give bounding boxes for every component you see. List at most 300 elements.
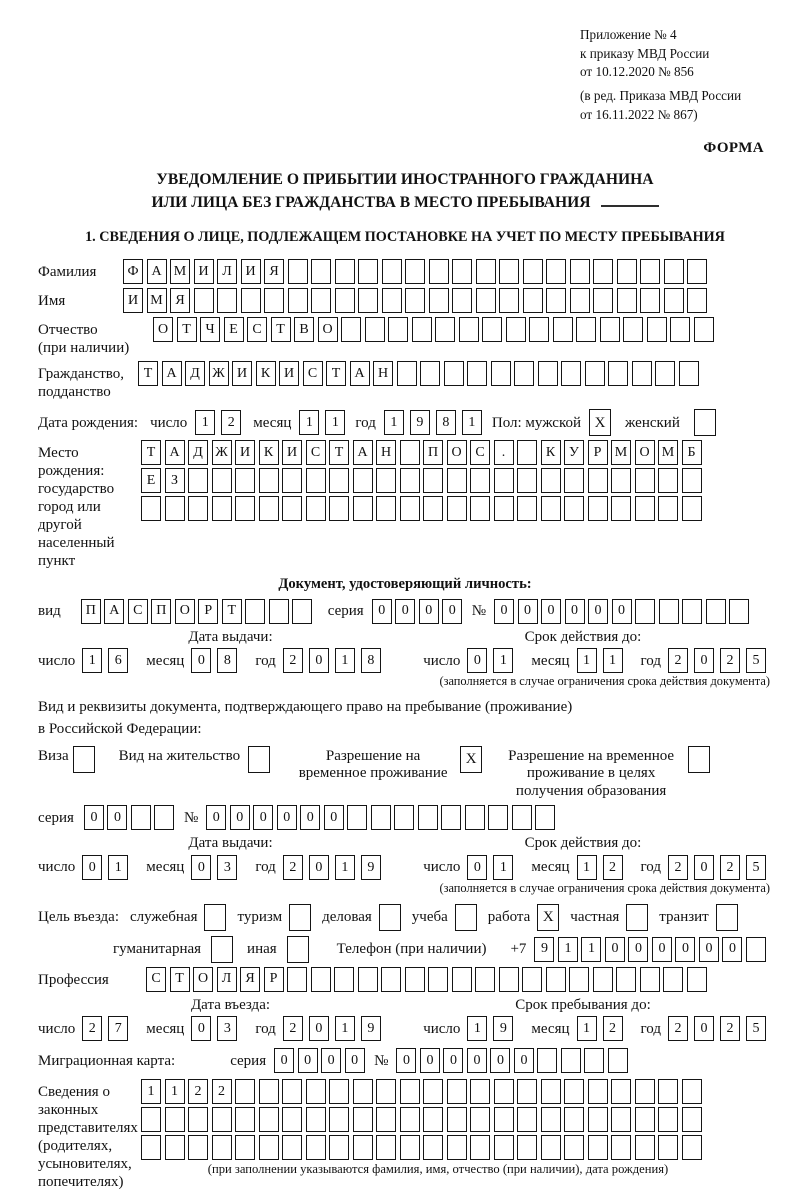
char-cell[interactable]: 0 (309, 1016, 329, 1041)
char-cell[interactable] (376, 1107, 396, 1132)
char-cell[interactable] (588, 468, 608, 493)
char-cell[interactable] (353, 1107, 373, 1132)
char-cell[interactable] (194, 288, 214, 313)
char-cell[interactable] (311, 967, 331, 992)
char-cell[interactable]: С (128, 599, 148, 624)
char-cell[interactable] (212, 468, 232, 493)
char-cell[interactable] (400, 468, 420, 493)
char-cell[interactable] (541, 496, 561, 521)
char-cell[interactable]: 0 (84, 805, 104, 830)
char-cell[interactable] (476, 288, 496, 313)
char-cell[interactable]: 3 (217, 855, 237, 880)
char-cell[interactable] (523, 259, 543, 284)
char-cell[interactable] (529, 317, 549, 342)
char-cell[interactable] (131, 805, 151, 830)
char-cell[interactable]: О (447, 440, 467, 465)
char-cell[interactable]: 0 (191, 855, 211, 880)
char-cell[interactable] (154, 805, 174, 830)
char-cell[interactable] (494, 496, 514, 521)
char-cell[interactable] (371, 805, 391, 830)
purpose-work-checkbox[interactable]: X (537, 904, 559, 931)
char-cell[interactable]: 0 (372, 599, 392, 624)
char-cell[interactable] (165, 1107, 185, 1132)
char-cell[interactable] (635, 1079, 655, 1104)
char-cell[interactable]: 2 (720, 1016, 740, 1041)
char-cell[interactable]: 8 (217, 648, 237, 673)
char-cell[interactable]: Я (264, 259, 284, 284)
char-cell[interactable] (405, 288, 425, 313)
option-visa-checkbox[interactable] (73, 746, 95, 773)
char-cell[interactable] (423, 1135, 443, 1160)
char-cell[interactable]: О (153, 317, 173, 342)
char-cell[interactable] (475, 967, 495, 992)
char-cell[interactable] (746, 937, 766, 962)
char-cell[interactable] (506, 317, 526, 342)
char-cell[interactable]: 0 (345, 1048, 365, 1073)
char-cell[interactable] (541, 1107, 561, 1132)
char-cell[interactable]: 0 (514, 1048, 534, 1073)
char-cell[interactable] (447, 496, 467, 521)
char-cell[interactable] (329, 1107, 349, 1132)
char-cell[interactable] (564, 1079, 584, 1104)
char-cell[interactable] (365, 317, 385, 342)
char-cell[interactable] (682, 1079, 702, 1104)
char-cell[interactable] (611, 496, 631, 521)
char-cell[interactable]: 0 (300, 805, 320, 830)
char-cell[interactable] (663, 967, 683, 992)
char-cell[interactable] (212, 1135, 232, 1160)
char-cell[interactable] (611, 468, 631, 493)
char-cell[interactable] (188, 1135, 208, 1160)
char-cell[interactable] (499, 288, 519, 313)
char-cell[interactable]: 0 (309, 855, 329, 880)
char-cell[interactable]: Е (224, 317, 244, 342)
char-cell[interactable]: 0 (612, 599, 632, 624)
char-cell[interactable]: 0 (722, 937, 742, 962)
char-cell[interactable]: К (256, 361, 276, 386)
char-cell[interactable] (423, 1079, 443, 1104)
char-cell[interactable] (687, 288, 707, 313)
char-cell[interactable] (517, 496, 537, 521)
char-cell[interactable]: А (147, 259, 167, 284)
char-cell[interactable]: В (294, 317, 314, 342)
char-cell[interactable] (388, 317, 408, 342)
char-cell[interactable] (494, 468, 514, 493)
char-cell[interactable] (382, 259, 402, 284)
char-cell[interactable]: Ж (209, 361, 229, 386)
char-cell[interactable] (382, 288, 402, 313)
purpose-humanitarian-checkbox[interactable] (211, 936, 233, 963)
char-cell[interactable] (311, 288, 331, 313)
char-cell[interactable]: Т (138, 361, 158, 386)
char-cell[interactable] (447, 1135, 467, 1160)
char-cell[interactable] (617, 259, 637, 284)
char-cell[interactable]: 6 (108, 648, 128, 673)
char-cell[interactable]: Я (170, 288, 190, 313)
char-cell[interactable]: 0 (442, 599, 462, 624)
char-cell[interactable] (687, 259, 707, 284)
char-cell[interactable]: 0 (694, 1016, 714, 1041)
char-cell[interactable] (452, 259, 472, 284)
char-cell[interactable]: 0 (443, 1048, 463, 1073)
char-cell[interactable] (341, 317, 361, 342)
char-cell[interactable] (546, 967, 566, 992)
char-cell[interactable] (576, 317, 596, 342)
char-cell[interactable]: 1 (558, 937, 578, 962)
char-cell[interactable] (235, 1135, 255, 1160)
char-cell[interactable] (482, 317, 502, 342)
char-cell[interactable]: О (318, 317, 338, 342)
char-cell[interactable]: А (162, 361, 182, 386)
char-cell[interactable] (447, 1107, 467, 1132)
char-cell[interactable]: Т (141, 440, 161, 465)
char-cell[interactable] (658, 1135, 678, 1160)
char-cell[interactable] (141, 1135, 161, 1160)
char-cell[interactable] (517, 1107, 537, 1132)
char-cell[interactable]: О (635, 440, 655, 465)
char-cell[interactable] (188, 1107, 208, 1132)
char-cell[interactable] (635, 599, 655, 624)
char-cell[interactable] (470, 496, 490, 521)
char-cell[interactable] (287, 967, 307, 992)
char-cell[interactable]: 9 (361, 855, 381, 880)
char-cell[interactable]: М (611, 440, 631, 465)
char-cell[interactable] (664, 288, 684, 313)
char-cell[interactable]: Б (682, 440, 702, 465)
char-cell[interactable] (546, 259, 566, 284)
char-cell[interactable]: Р (588, 440, 608, 465)
char-cell[interactable]: Н (373, 361, 393, 386)
char-cell[interactable]: И (232, 361, 252, 386)
char-cell[interactable] (423, 496, 443, 521)
char-cell[interactable] (585, 361, 605, 386)
char-cell[interactable]: С (470, 440, 490, 465)
char-cell[interactable] (400, 1135, 420, 1160)
char-cell[interactable] (623, 317, 643, 342)
char-cell[interactable] (394, 805, 414, 830)
char-cell[interactable] (269, 599, 289, 624)
char-cell[interactable]: 0 (652, 937, 672, 962)
char-cell[interactable] (655, 361, 675, 386)
char-cell[interactable] (241, 288, 261, 313)
char-cell[interactable]: Ч (200, 317, 220, 342)
char-cell[interactable]: 2 (720, 855, 740, 880)
char-cell[interactable] (494, 1135, 514, 1160)
char-cell[interactable] (470, 1135, 490, 1160)
char-cell[interactable]: С (303, 361, 323, 386)
char-cell[interactable]: 2 (283, 855, 303, 880)
char-cell[interactable] (165, 496, 185, 521)
char-cell[interactable]: А (104, 599, 124, 624)
char-cell[interactable] (588, 1135, 608, 1160)
char-cell[interactable] (561, 361, 581, 386)
char-cell[interactable]: 0 (321, 1048, 341, 1073)
char-cell[interactable] (664, 259, 684, 284)
char-cell[interactable] (428, 967, 448, 992)
char-cell[interactable]: 2 (603, 855, 623, 880)
char-cell[interactable] (564, 468, 584, 493)
char-cell[interactable] (335, 288, 355, 313)
char-cell[interactable] (553, 317, 573, 342)
char-cell[interactable]: И (279, 361, 299, 386)
char-cell[interactable] (569, 967, 589, 992)
char-cell[interactable]: 0 (628, 937, 648, 962)
char-cell[interactable]: 0 (467, 1048, 487, 1073)
char-cell[interactable]: 2 (720, 648, 740, 673)
char-cell[interactable] (259, 496, 279, 521)
char-cell[interactable] (465, 805, 485, 830)
char-cell[interactable]: 0 (324, 805, 344, 830)
char-cell[interactable] (635, 496, 655, 521)
char-cell[interactable] (423, 1107, 443, 1132)
char-cell[interactable] (429, 288, 449, 313)
char-cell[interactable] (311, 259, 331, 284)
char-cell[interactable]: Т (326, 361, 346, 386)
char-cell[interactable] (376, 1135, 396, 1160)
char-cell[interactable]: 9 (410, 410, 430, 435)
char-cell[interactable]: М (658, 440, 678, 465)
char-cell[interactable] (282, 1107, 302, 1132)
char-cell[interactable]: 1 (577, 1016, 597, 1041)
char-cell[interactable]: 0 (494, 599, 514, 624)
char-cell[interactable] (400, 1107, 420, 1132)
char-cell[interactable] (141, 1107, 161, 1132)
char-cell[interactable] (541, 468, 561, 493)
char-cell[interactable] (441, 805, 461, 830)
char-cell[interactable] (635, 1135, 655, 1160)
char-cell[interactable] (259, 1135, 279, 1160)
char-cell[interactable] (611, 1079, 631, 1104)
char-cell[interactable] (682, 599, 702, 624)
char-cell[interactable] (588, 1107, 608, 1132)
char-cell[interactable]: 8 (361, 648, 381, 673)
purpose-official-checkbox[interactable] (204, 904, 226, 931)
char-cell[interactable] (687, 967, 707, 992)
char-cell[interactable] (335, 259, 355, 284)
char-cell[interactable]: И (123, 288, 143, 313)
char-cell[interactable] (467, 361, 487, 386)
char-cell[interactable] (188, 468, 208, 493)
char-cell[interactable] (282, 468, 302, 493)
char-cell[interactable]: 1 (493, 648, 513, 673)
purpose-study-checkbox[interactable] (455, 904, 477, 931)
char-cell[interactable] (570, 259, 590, 284)
char-cell[interactable] (584, 1048, 604, 1073)
char-cell[interactable]: 1 (165, 1079, 185, 1104)
char-cell[interactable]: 0 (395, 599, 415, 624)
char-cell[interactable] (632, 361, 652, 386)
char-cell[interactable] (658, 496, 678, 521)
char-cell[interactable] (658, 468, 678, 493)
char-cell[interactable]: 5 (746, 648, 766, 673)
char-cell[interactable] (616, 967, 636, 992)
char-cell[interactable]: 2 (668, 855, 688, 880)
char-cell[interactable] (447, 468, 467, 493)
char-cell[interactable] (470, 1079, 490, 1104)
char-cell[interactable]: Т (329, 440, 349, 465)
char-cell[interactable] (523, 288, 543, 313)
char-cell[interactable] (376, 1079, 396, 1104)
char-cell[interactable] (435, 317, 455, 342)
char-cell[interactable]: 1 (581, 937, 601, 962)
char-cell[interactable] (546, 288, 566, 313)
char-cell[interactable]: Е (141, 468, 161, 493)
char-cell[interactable]: З (165, 468, 185, 493)
char-cell[interactable]: 0 (467, 855, 487, 880)
char-cell[interactable]: М (170, 259, 190, 284)
char-cell[interactable] (459, 317, 479, 342)
char-cell[interactable] (353, 1135, 373, 1160)
char-cell[interactable] (494, 1079, 514, 1104)
char-cell[interactable]: 0 (206, 805, 226, 830)
char-cell[interactable] (494, 1107, 514, 1132)
char-cell[interactable] (541, 1079, 561, 1104)
char-cell[interactable]: 2 (668, 648, 688, 673)
char-cell[interactable] (600, 317, 620, 342)
char-cell[interactable]: Р (198, 599, 218, 624)
char-cell[interactable]: 2 (283, 1016, 303, 1041)
char-cell[interactable] (452, 967, 472, 992)
char-cell[interactable] (282, 496, 302, 521)
char-cell[interactable] (512, 805, 532, 830)
char-cell[interactable] (217, 288, 237, 313)
char-cell[interactable]: Я (240, 967, 260, 992)
char-cell[interactable]: 1 (467, 1016, 487, 1041)
char-cell[interactable]: 1 (335, 1016, 355, 1041)
char-cell[interactable] (400, 496, 420, 521)
char-cell[interactable] (517, 1135, 537, 1160)
char-cell[interactable]: С (247, 317, 267, 342)
char-cell[interactable]: 0 (107, 805, 127, 830)
char-cell[interactable]: С (146, 967, 166, 992)
char-cell[interactable]: 9 (361, 1016, 381, 1041)
char-cell[interactable]: П (151, 599, 171, 624)
char-cell[interactable] (420, 361, 440, 386)
char-cell[interactable] (353, 468, 373, 493)
char-cell[interactable] (418, 805, 438, 830)
char-cell[interactable]: С (306, 440, 326, 465)
char-cell[interactable] (306, 1135, 326, 1160)
char-cell[interactable]: 9 (534, 937, 554, 962)
char-cell[interactable]: 0 (191, 1016, 211, 1041)
char-cell[interactable] (245, 599, 265, 624)
char-cell[interactable] (282, 1135, 302, 1160)
char-cell[interactable] (640, 259, 660, 284)
char-cell[interactable]: Л (217, 967, 237, 992)
char-cell[interactable] (617, 288, 637, 313)
char-cell[interactable]: Т (222, 599, 242, 624)
char-cell[interactable]: К (541, 440, 561, 465)
char-cell[interactable]: 0 (467, 648, 487, 673)
char-cell[interactable] (429, 259, 449, 284)
char-cell[interactable] (282, 1079, 302, 1104)
char-cell[interactable]: 0 (309, 648, 329, 673)
char-cell[interactable] (470, 1107, 490, 1132)
char-cell[interactable]: Т (177, 317, 197, 342)
char-cell[interactable]: 1 (577, 648, 597, 673)
char-cell[interactable] (405, 967, 425, 992)
char-cell[interactable]: 1 (299, 410, 319, 435)
char-cell[interactable]: 2 (283, 648, 303, 673)
char-cell[interactable]: 1 (82, 648, 102, 673)
char-cell[interactable]: 0 (298, 1048, 318, 1073)
char-cell[interactable]: 0 (605, 937, 625, 962)
char-cell[interactable] (647, 317, 667, 342)
char-cell[interactable] (329, 468, 349, 493)
char-cell[interactable]: 1 (462, 410, 482, 435)
char-cell[interactable] (729, 599, 749, 624)
char-cell[interactable] (537, 1048, 557, 1073)
char-cell[interactable]: 0 (518, 599, 538, 624)
char-cell[interactable]: 2 (212, 1079, 232, 1104)
char-cell[interactable] (412, 317, 432, 342)
char-cell[interactable] (259, 468, 279, 493)
char-cell[interactable]: 2 (82, 1016, 102, 1041)
char-cell[interactable] (517, 468, 537, 493)
char-cell[interactable]: 8 (436, 410, 456, 435)
char-cell[interactable]: 1 (325, 410, 345, 435)
char-cell[interactable] (517, 440, 537, 465)
purpose-business-checkbox[interactable] (379, 904, 401, 931)
char-cell[interactable] (329, 1079, 349, 1104)
char-cell[interactable] (188, 496, 208, 521)
char-cell[interactable] (423, 468, 443, 493)
char-cell[interactable]: 0 (82, 855, 102, 880)
char-cell[interactable] (491, 361, 511, 386)
char-cell[interactable]: 2 (603, 1016, 623, 1041)
char-cell[interactable]: 1 (335, 855, 355, 880)
char-cell[interactable] (535, 805, 555, 830)
char-cell[interactable]: 0 (588, 599, 608, 624)
char-cell[interactable] (608, 1048, 628, 1073)
char-cell[interactable]: 2 (188, 1079, 208, 1104)
char-cell[interactable] (694, 317, 714, 342)
char-cell[interactable]: 0 (694, 855, 714, 880)
char-cell[interactable] (306, 1079, 326, 1104)
char-cell[interactable]: А (350, 361, 370, 386)
char-cell[interactable]: 1 (141, 1079, 161, 1104)
char-cell[interactable]: 1 (493, 855, 513, 880)
char-cell[interactable] (235, 1107, 255, 1132)
char-cell[interactable] (334, 967, 354, 992)
char-cell[interactable] (235, 1079, 255, 1104)
char-cell[interactable] (608, 361, 628, 386)
char-cell[interactable]: А (353, 440, 373, 465)
char-cell[interactable]: И (194, 259, 214, 284)
purpose-private-checkbox[interactable] (626, 904, 648, 931)
char-cell[interactable]: П (423, 440, 443, 465)
char-cell[interactable] (679, 361, 699, 386)
char-cell[interactable] (397, 361, 417, 386)
purpose-tourism-checkbox[interactable] (289, 904, 311, 931)
char-cell[interactable]: Д (188, 440, 208, 465)
char-cell[interactable] (141, 496, 161, 521)
char-cell[interactable] (452, 288, 472, 313)
char-cell[interactable]: 0 (419, 599, 439, 624)
char-cell[interactable] (564, 1107, 584, 1132)
sex-female-checkbox[interactable] (694, 409, 716, 436)
char-cell[interactable]: 1 (577, 855, 597, 880)
char-cell[interactable] (470, 468, 490, 493)
char-cell[interactable] (499, 967, 519, 992)
char-cell[interactable]: 0 (277, 805, 297, 830)
char-cell[interactable]: М (147, 288, 167, 313)
char-cell[interactable] (658, 1079, 678, 1104)
char-cell[interactable] (593, 288, 613, 313)
purpose-other-checkbox[interactable] (287, 936, 309, 963)
char-cell[interactable]: И (241, 259, 261, 284)
char-cell[interactable] (259, 1079, 279, 1104)
